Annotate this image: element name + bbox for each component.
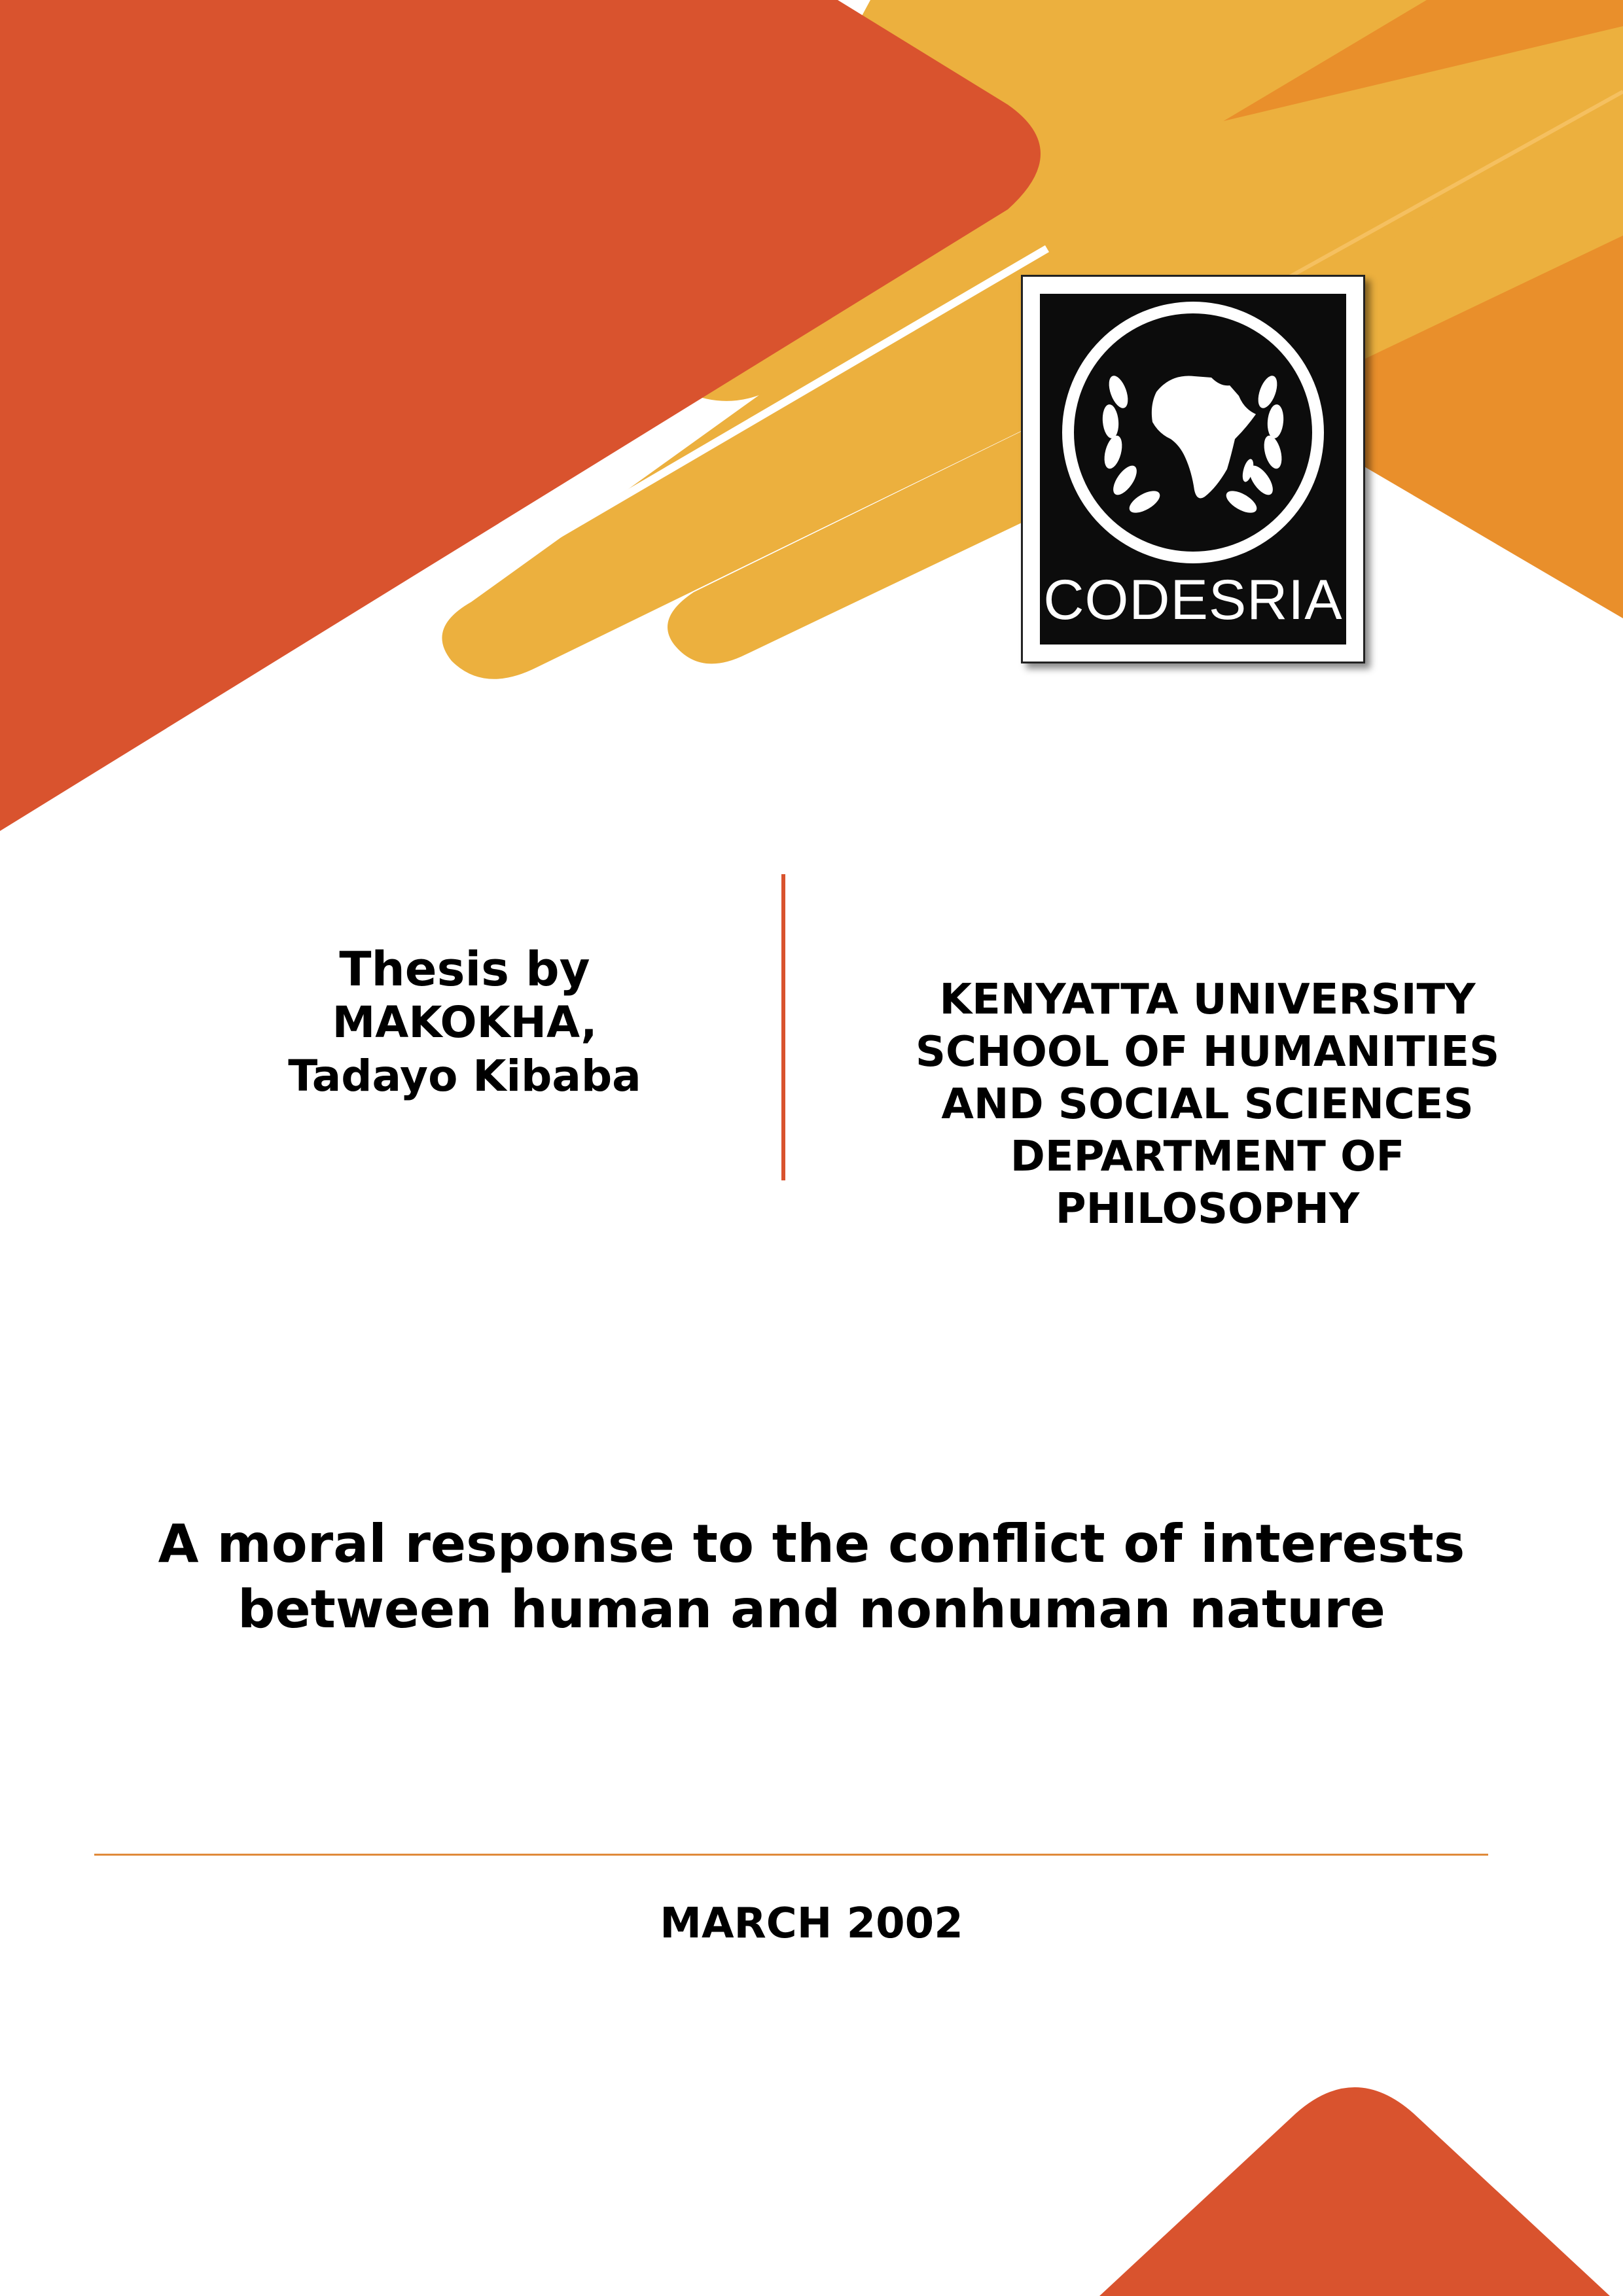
horizontal-divider (94, 1854, 1488, 1856)
author-block (223, 942, 707, 1103)
red-orange-bottom-triangle (1099, 2087, 1610, 2296)
school-name-line1: SCHOOL OF HUMANITIES (915, 1028, 1500, 1076)
university-name: KENYATTA UNIVERSITY (939, 976, 1476, 1024)
thesis-title-line2: between human and nonhuman nature (238, 1579, 1385, 1640)
author-given-names: Tadayo Kibaba (288, 1051, 641, 1101)
logo-text: CODESRIA (1043, 569, 1343, 631)
thesis-title (79, 1511, 1544, 1642)
publication-date: MARCH 2002 (660, 1899, 963, 1948)
department-line2: PHILOSOPHY (1055, 1185, 1360, 1233)
school-name-line2: AND SOCIAL SCIENCES (941, 1080, 1474, 1129)
department-line1: DEPARTMENT OF (1010, 1133, 1405, 1181)
thesis-by-label: Thesis by (339, 942, 590, 997)
vertical-divider (781, 874, 785, 1180)
africa-laurel-emblem-icon (1040, 294, 1346, 569)
thesis-title-line1: A moral response to the conflict of interests (158, 1513, 1465, 1574)
author-surname: MAKOKHA, (332, 997, 597, 1048)
institution-block (851, 974, 1564, 1235)
codesria-logo-panel (1040, 294, 1346, 645)
codesria-logo (1021, 275, 1365, 663)
